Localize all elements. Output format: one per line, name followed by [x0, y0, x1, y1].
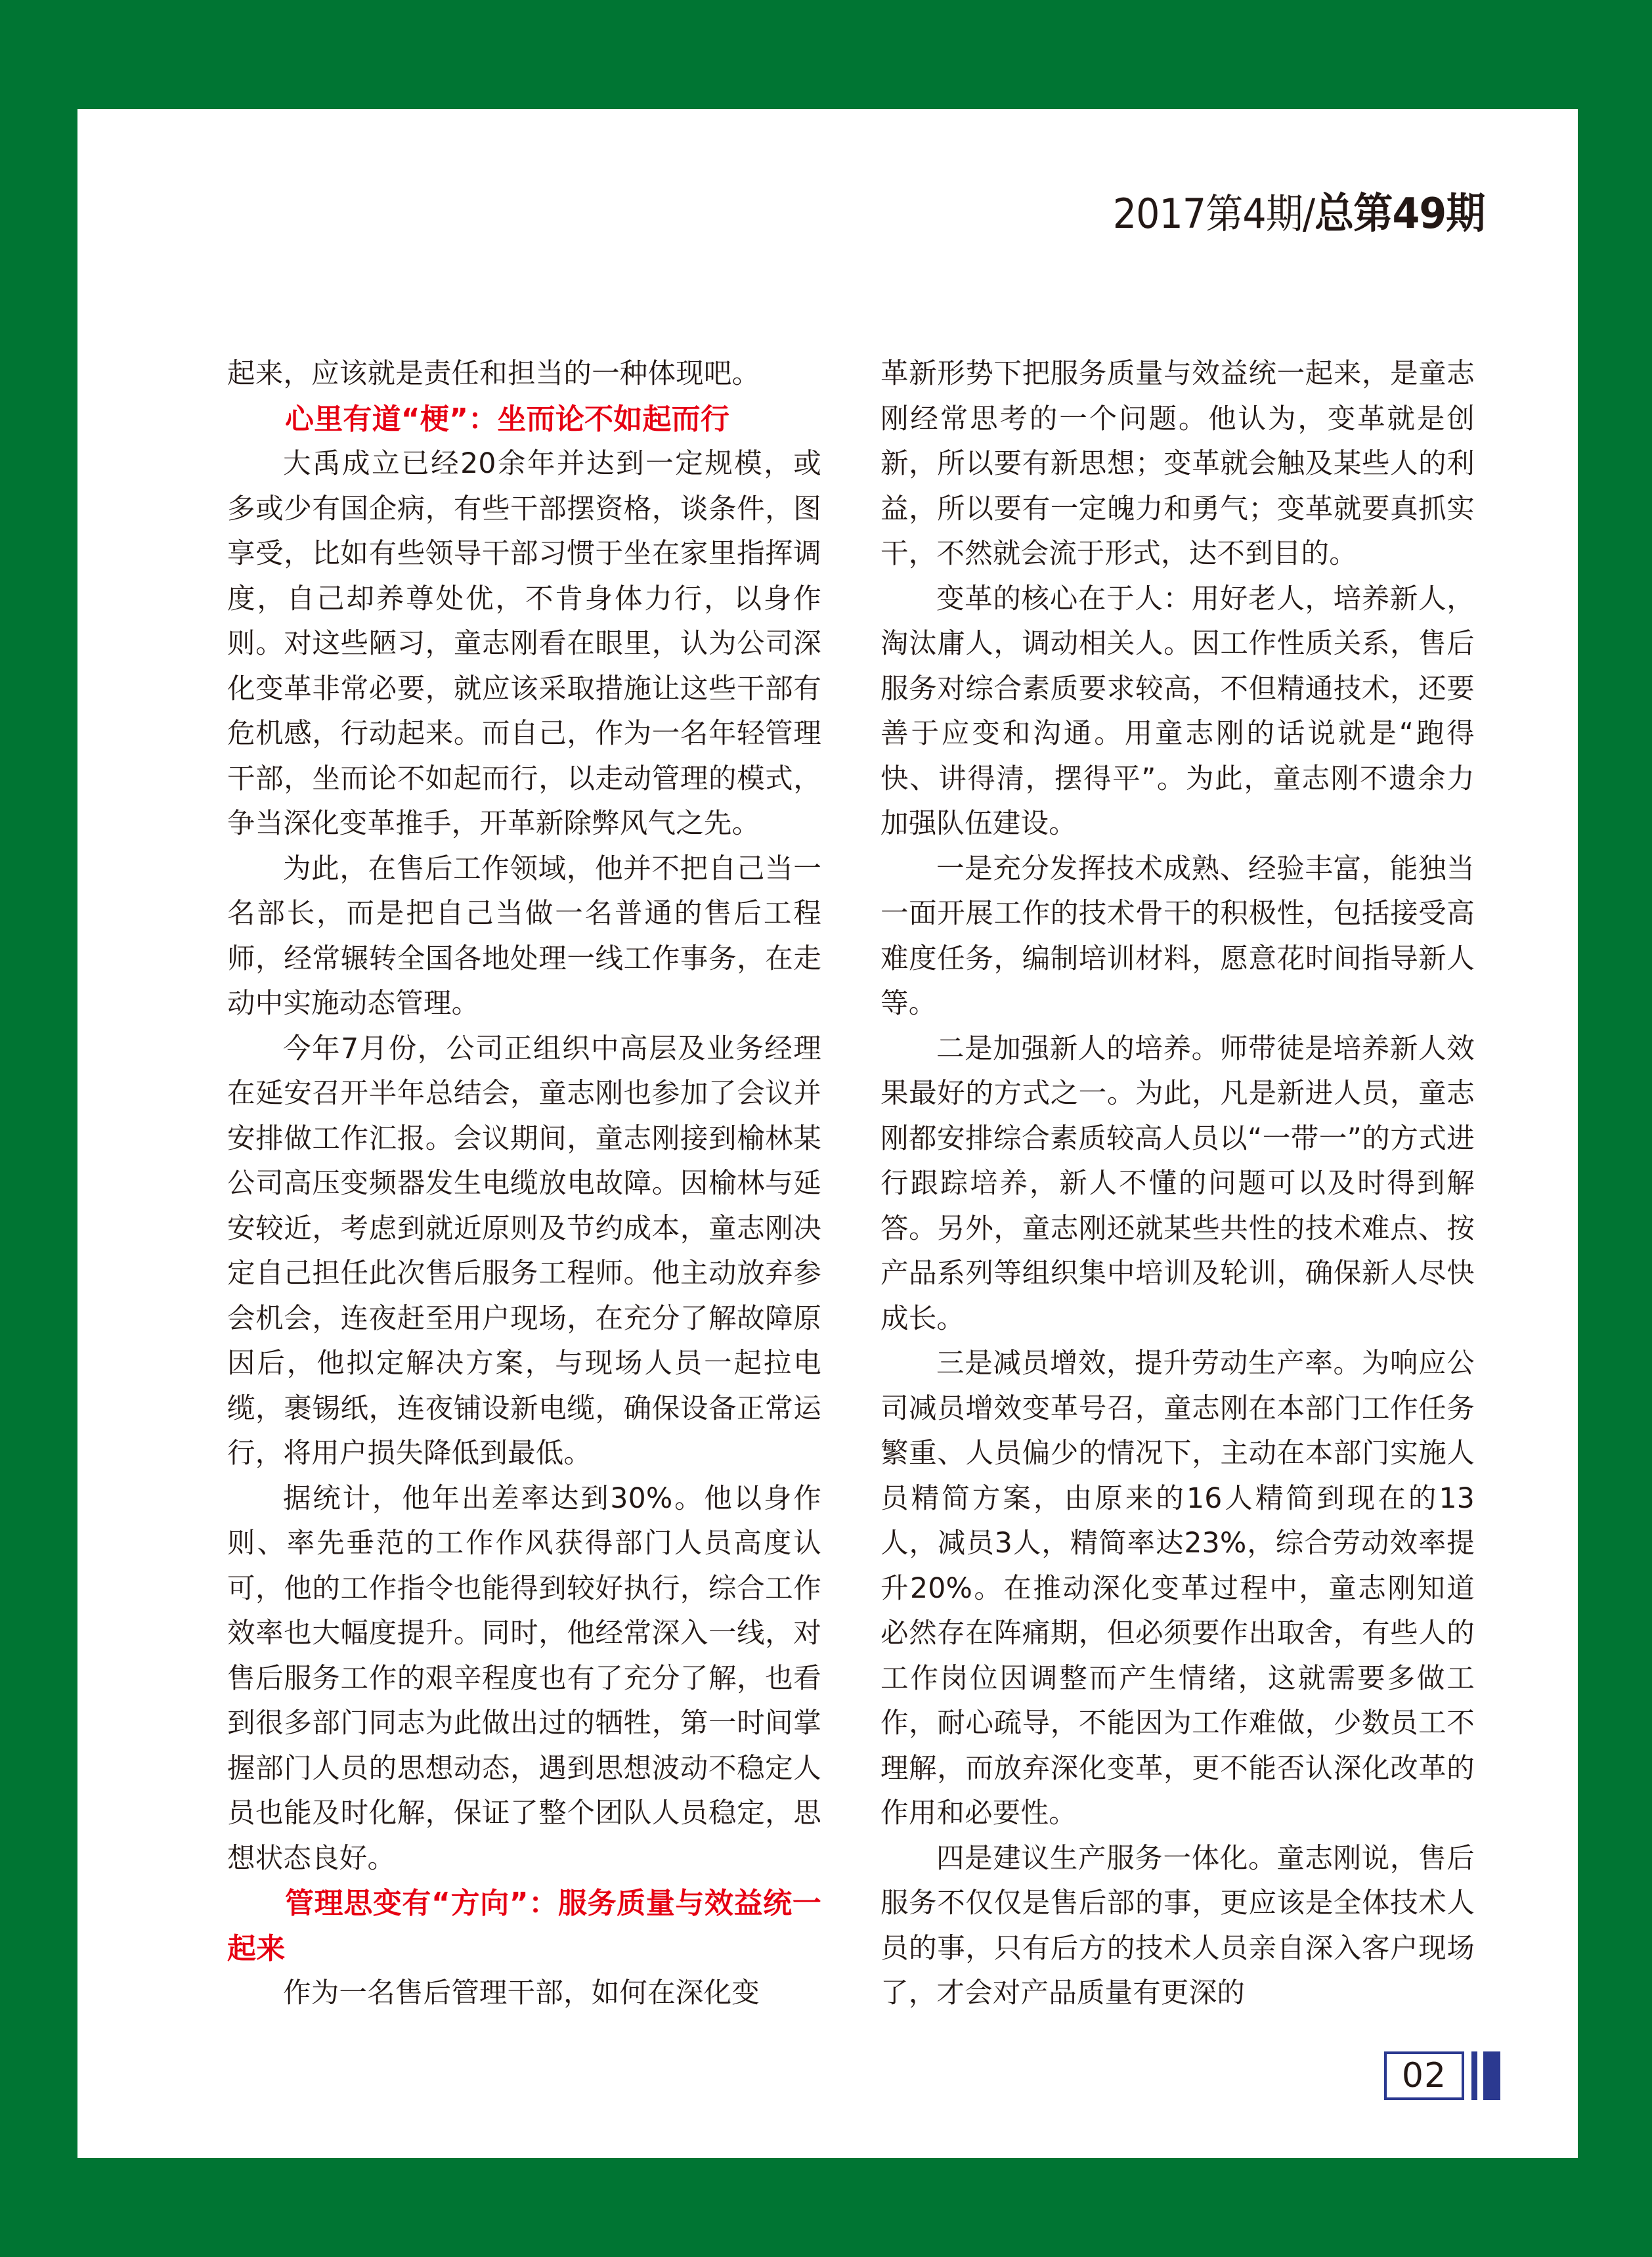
- paragraph-right-4: 三是减员增效，提升劳动生产率。为响应公司减员增效变革号召，童志刚在本部门工作任务繁重、人员偏少的情况下，主动在本部门实施人员精简方案，由原来的16人精简到现在的13人，减员3人，精简率达23%，综合劳动效率提升20%。在推动深化变革过程中，童志刚知道必然存在阵痛期，但必须要作出取舍，有些人的工作岗位因调整而产生情绪，这就需要多做工作，耐心疏导，不能因为工作难做，少数员工不理解，而放弃深化变革，更不能否认深化改革的作用和必要性。: [880, 1348, 1475, 1830]
- page-sheet: [77, 109, 1578, 2158]
- section-heading-1: 心里有道“梗”：坐而论不如起而行: [285, 402, 730, 436]
- paragraph-left-3: 今年7月份，公司正组织中高层及业务经理在延安召开半年总结会，童志刚也参加了会议并安排做工作汇报。会议期间，童志刚接到榆林某公司高压变频器发生电缆放电故障。因榆林与延安较近，考虑到就近原则及节约成本，童志刚决定自己担任此次售后服务工程师。他主动放弃参会机会，连夜赶至用户现场，在充分了解故障原因后，他拟定解决方案，与现场人员一起拉电缆，裹锡纸，连夜铺设新电缆，确保设备正常运行，将用户损失降低到最低。: [227, 1032, 821, 1470]
- right-column: [880, 352, 1475, 2017]
- paragraph-left-1: 大禹成立已经20余年并达到一定规模，或多或少有国企病，有些干部摆资格，谈条件，图享受，比如有些领导干部习惯于坐在家里指挥调度，自己却养尊处优，不肯身体力行，以身作则。对这些陋习，童志刚看在眼里，认为公司深化变革非常必要，就应该采取措施让这些干部有危机感，行动起来。而自己，作为一名年轻管理干部，坐而论不如起而行，以走动管理的模式，争当深化变革推手，开革新除弊风气之先。: [227, 448, 821, 840]
- issue-number-light: 2017第4期/: [1112, 190, 1315, 238]
- paragraph-right-1: 变革的核心在于人：用好老人，培养新人，淘汰庸人，调动相关人。因工作性质关系，售后服务对综合素质要求较高，不但精通技术，还要善于应变和沟通。用童志刚的话说就是“跑得快、讲得清，摆得平”。为此，童志刚不遗余力加强队伍建设。: [880, 582, 1475, 840]
- paragraph-left-4: 据统计，他年出差率达到30%。他以身作则、率先垂范的工作作风获得部门人员高度认可，他的工作指令也能得到较好执行，综合工作效率也大幅度提升。同时，他经常深入一线，对售后服务工作的艰辛程度也有了充分了解，也看到很多部门同志为此做出过的牺牲，第一时间掌握部门人员的思想动态，遇到思想波动不稳定人员也能及时化解，保证了整个团队人员稳定，思想状态良好。: [227, 1482, 821, 1875]
- paragraph-right-5: 四是建议生产服务一体化。童志刚说，售后服务不仅仅是售后部的事，更应该是全体技术人员的事，只有后方的技术人员亲自深入客户现场了，才会对产品质量有更深的: [880, 1842, 1475, 2009]
- paragraph-continued-left: 起来，应该就是责任和担当的一种体现吧。: [227, 358, 760, 390]
- paragraph-right-3: 二是加强新人的培养。师带徒是培养新人效果最好的方式之一。为此，凡是新进人员，童志刚都安排综合素质较高人员以“一带一”的方式进行跟踪培养，新人不懂的问题可以及时得到解答。另外，童志刚还就某些共性的技术难点、按产品系列等组织集中培训及轮训，确保新人尽快成长。: [880, 1032, 1475, 1335]
- article-columns: [227, 352, 1475, 2017]
- left-column: [227, 352, 821, 2017]
- footer-bar-thick-icon: [1483, 2051, 1500, 2100]
- page-number: 02: [1401, 2056, 1447, 2095]
- paragraph-right-2: 一是充分发挥技术成熟、经验丰富，能独当一面开展工作的技术骨干的积极性，包括接受高难度任务，编制培训材料，愿意花时间指导新人等。: [880, 852, 1475, 1020]
- paragraph-continued-right: 革新形势下把服务质量与效益统一起来，是童志刚经常思考的一个问题。他认为，变革就是创新，所以要有新思想；变革就会触及某些人的利益，所以要有一定魄力和勇气；变革就要真抓实干，不然就会流于形式，达不到目的。: [880, 358, 1475, 570]
- issue-number-bold: 总第49期: [1314, 190, 1485, 238]
- section-heading-2: 管理思变有“方向”：服务质量与效益统一起来: [227, 1887, 821, 1965]
- page-number-box: [1384, 2051, 1464, 2100]
- paragraph-left-5: 作为一名售后管理干部，如何在深化变: [283, 1977, 760, 2009]
- paragraph-left-2: 为此，在售后工作领域，他并不把自己当一名部长，而是把自己当做一名普通的售后工程师，经常辗转全国各地处理一线工作事务，在走动中实施动态管理。: [227, 852, 821, 1020]
- page-footer: [1384, 2051, 1500, 2100]
- issue-header: [1095, 190, 1496, 238]
- footer-bar-thin-icon: [1471, 2051, 1477, 2100]
